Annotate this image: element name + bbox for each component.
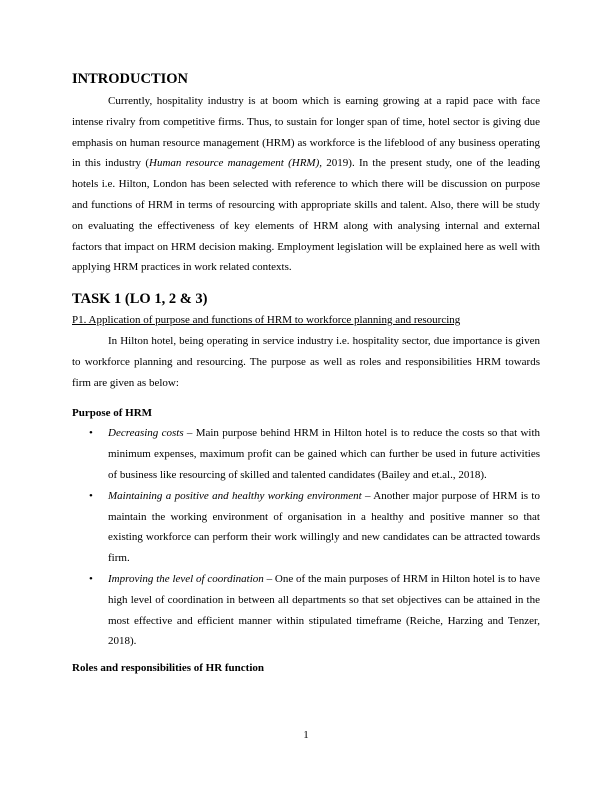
list-item-term: Decreasing costs bbox=[108, 427, 184, 440]
roles-heading: Roles and responsibilities of HR function bbox=[72, 662, 265, 675]
list-item-term: Improving the level of coordination bbox=[108, 572, 264, 585]
task1-heading: TASK 1 (LO 1, 2 & 3) bbox=[72, 291, 208, 308]
bullet-icon: • bbox=[89, 572, 93, 585]
list-item-text: – Main purpose behind HRM in Hilton hotel is to reduce the costs so that with minimum expenses, maximum profit can be gained which can further be used in future activities of business like resourcing of skilled and talented candidates (Bailey and et.al., 2018). bbox=[108, 427, 540, 481]
list-item-text: – One of the main purposes of HRM in Hilton hotel is to have high level of coordination in between all departments so that set objectives can be attained in the most effective and efficient manner within stipulated timeframe (Reiche, Harzing and Tenzer, 2018). bbox=[108, 572, 540, 648]
introduction-paragraph bbox=[72, 91, 540, 278]
intro-text-part2: 2019). In the present study, one of the leading hotels i.e. Hilton, London has been selected with reference to which there will be discussion on purpose and functions of HRM in terms of resourcing with appropriate skills and talent. Also, there will be study on evaluating the effectiveness of key elements of HRM along with analysing internal and external factors that impact on HRM decision making. Employment legislation will be explained here as well with applying HRM practices in work related contexts. bbox=[72, 157, 540, 274]
list-item bbox=[72, 423, 540, 485]
task1-paragraph: In Hilton hotel, being operating in service industry i.e. hospitality sector, due importance is given to workforce planning and resourcing. The purpose as well as roles and responsibilities HRM towards firm are given as below: bbox=[72, 335, 540, 389]
intro-citation: Human resource management (HRM), bbox=[149, 157, 322, 170]
purpose-heading: Purpose of HRM bbox=[72, 406, 153, 419]
page-number: 1 bbox=[303, 729, 309, 741]
task1-subheading: P1. Application of purpose and functions of HRM to workforce planning and resourcing bbox=[72, 314, 461, 327]
list-item bbox=[72, 569, 540, 652]
intro-text-part1: Currently, hospitality industry is at boom which is earning growing at a rapid pace with face intense rivalry from competitive firms. Thus, to sustain for longer span of time, hotel sector is giving due emphasis on human resource management (HRM) as workforce is the lifeblood of any business operating in this industry ( bbox=[72, 95, 540, 170]
page-content bbox=[72, 70, 540, 679]
introduction-heading: INTRODUCTION bbox=[72, 71, 189, 87]
list-item bbox=[72, 486, 540, 569]
list-item-text: – Another major purpose of HRM is to maintain the working environment of organisation in a healthy and positive manner so that existing workforce can perform their work willingly and new candidates can be attracted towards firm. bbox=[108, 489, 540, 565]
bullet-icon: • bbox=[89, 489, 93, 502]
purpose-list bbox=[72, 423, 540, 652]
bullet-icon: • bbox=[89, 427, 93, 440]
list-item-term: Maintaining a positive and healthy working environment bbox=[108, 489, 362, 502]
